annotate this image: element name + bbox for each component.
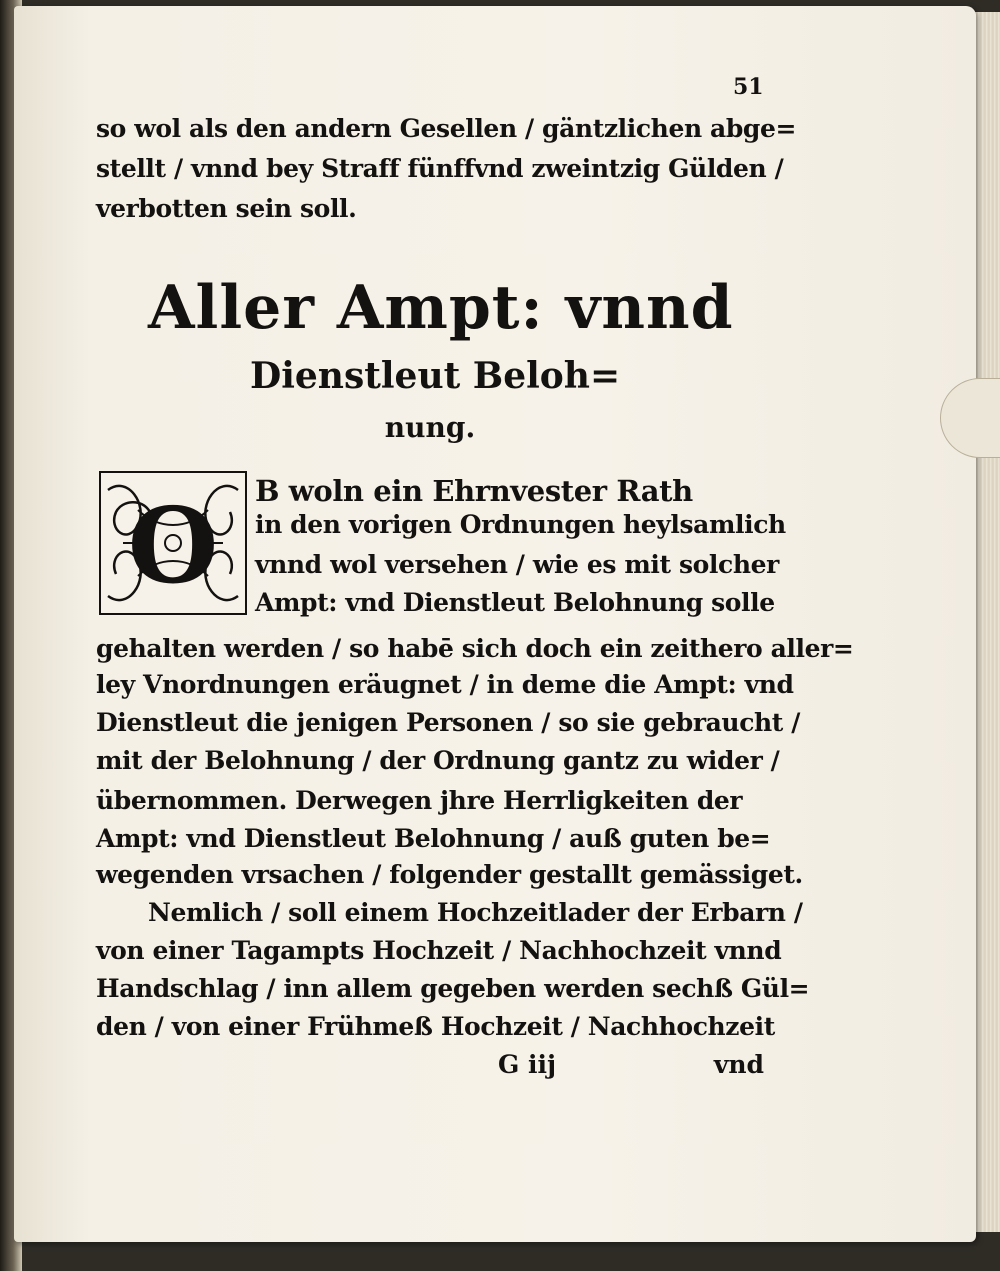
section-heading-line-2: Dienstleut Beloh= [250,355,621,397]
intro-line: so wol als den andern Gesellen / gäntzlichen abge= [96,114,797,143]
body-line: mit der Belohnung / der Ordnung gantz zu wider / [96,746,780,775]
body-line: Handschlag / inn allem gegeben werden sechß Gül= [96,974,810,1003]
section-heading-line-1: Aller Ampt: vnnd [148,273,734,343]
page-number: 51 [733,74,764,100]
body-line: Nemlich / soll einem Hochzeitlader der Erbarn / [148,898,803,927]
body-line: in den vorigen Ordnungen heylsamlich [255,510,786,539]
signature-line [96,1048,764,1082]
decorated-initial-icon [98,470,248,616]
body-line: ley Vnordnungen eräugnet / in deme die Ampt: vnd [96,670,794,699]
body-line: Ampt: vnd Dienstleut Belohnung solle [255,588,775,617]
body-line: gehalten werden / so habē sich doch ein zeithero aller= [96,634,854,663]
body-line: Dienstleut die jenigen Personen / so sie gebraucht / [96,708,800,737]
section-heading-line-3: nung. [384,411,476,444]
body-line: B woln ein Ehrnvester Rath [255,474,693,508]
body-line: den / von einer Frühmeß Hochzeit / Nachhochzeit [96,1012,775,1041]
body-line: übernommen. Derwegen jhre Herrligkeiten der [96,786,743,815]
body-line: Ampt: vnd Dienstleut Belohnung / auß guten be= [96,824,771,853]
body-line: von einer Tagampts Hochzeit / Nachhochzeit vnnd [96,936,782,965]
catchword: vnd [713,1050,764,1079]
intro-line: stellt / vnnd bey Straff fünffvnd zweintzig Gülden / [96,154,784,183]
initial-letter: O [127,484,219,607]
body-line: wegenden vrsachen / folgender gestallt gemässiget. [96,860,803,889]
body-line: vnnd wol versehen / wie es mit solcher [255,550,779,579]
intro-line: verbotten sein soll. [96,194,357,223]
printer-signature-mark: G iij [498,1050,557,1079]
